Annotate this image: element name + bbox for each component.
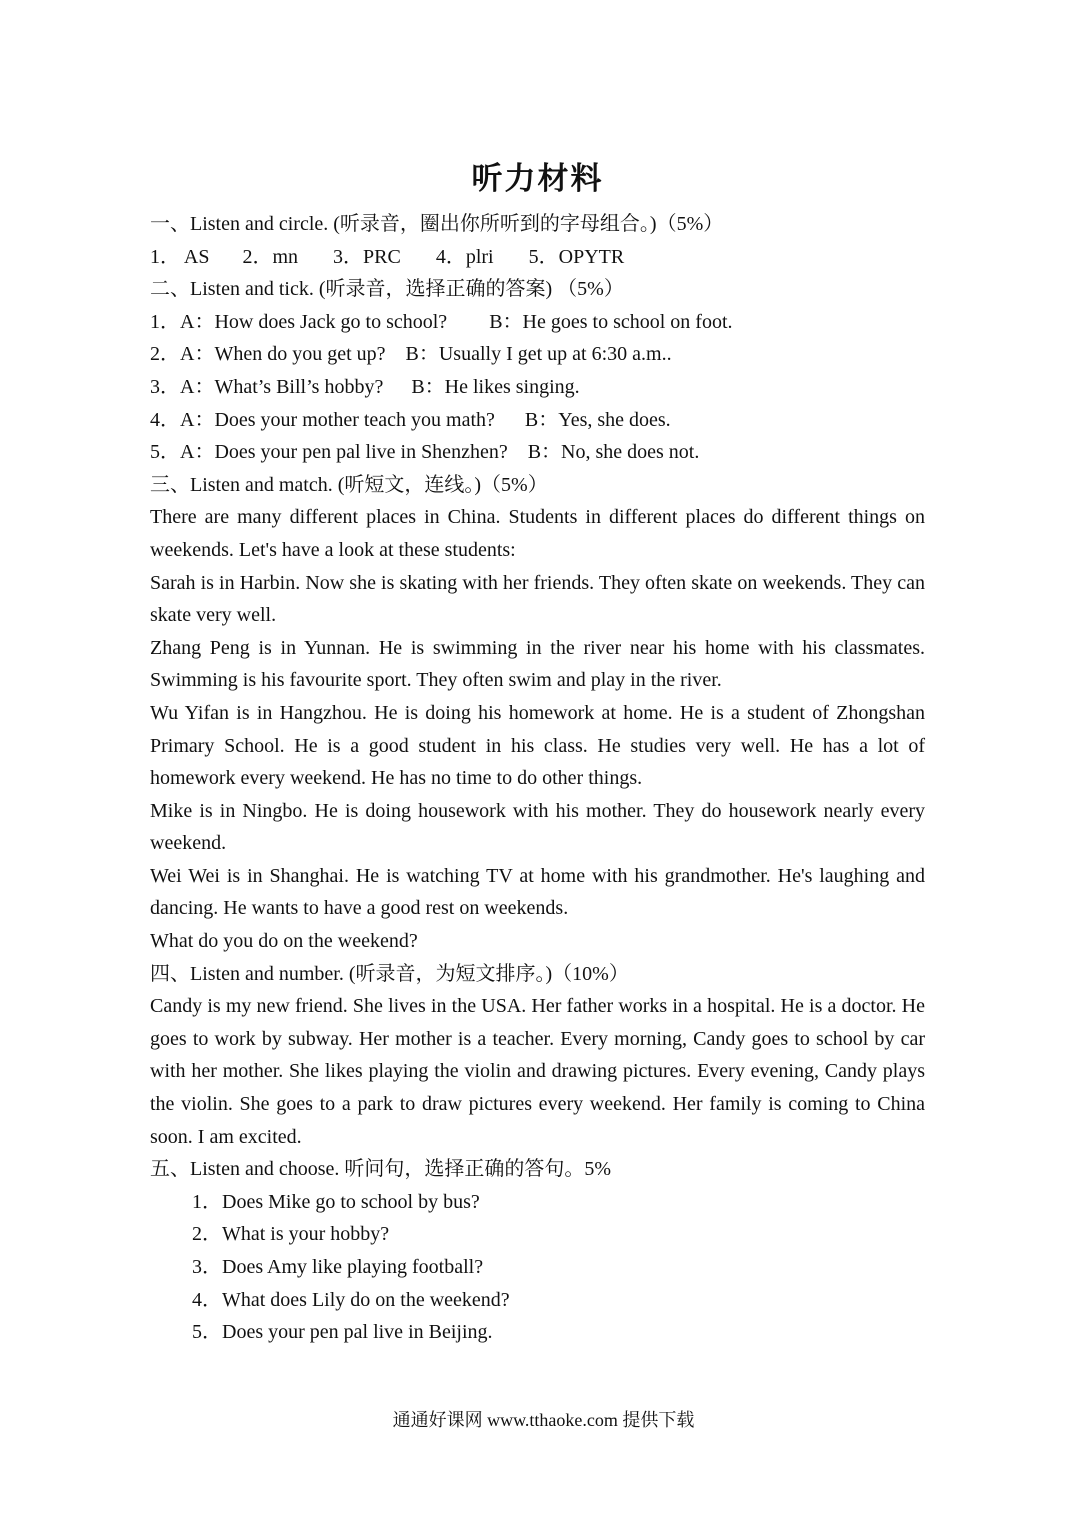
section-heading: 二、Listen and tick. (听录音，选择正确的答案) （5%）: [150, 278, 624, 301]
question-a: 1．A：How does Jack go to school?: [150, 310, 448, 333]
dialogue-item: [150, 404, 925, 437]
circle-item: 2．mn: [242, 245, 299, 268]
list-item: 5．Does your pen pal live in Beijing.: [192, 1321, 493, 1344]
circle-item: 5．OPYTR: [528, 245, 625, 268]
answer-b: B：He likes singing.: [411, 375, 580, 398]
circle-items: [150, 241, 925, 274]
section-listen-and-match: [150, 469, 925, 958]
section-listen-and-circle: [150, 208, 925, 273]
section-heading: 一、Listen and circle. (听录音，圈出你所听到的字母组合。)（5%）: [150, 213, 724, 235]
list-item: 2．What is your hobby?: [192, 1223, 390, 1246]
page-title: 听力材料: [471, 161, 604, 197]
section-listen-and-choose: [150, 1153, 925, 1349]
paragraph: Wei Wei is in Shanghai. He is watching TV at home with his grandmother. He's laughing and dancing. He wants to have a good rest on weekends.: [150, 864, 925, 920]
question-a: 5．A：Does your pen pal live in Shenzhen?: [150, 441, 508, 464]
question-a: 3．A：What’s Bill’s hobby?: [150, 375, 384, 398]
circle-item: 3．PRC: [333, 245, 401, 268]
question-a: 4．A：Does your mother teach you math?: [150, 408, 495, 431]
answer-b: B：Yes, she does.: [524, 408, 671, 431]
circle-item: 4．plri: [435, 245, 494, 268]
list-item: 4．What does Lily do on the weekend?: [192, 1288, 510, 1311]
paragraph: There are many different places in China. Students in different places do different things on weekends. Let's have a look at these students:: [150, 506, 925, 561]
paragraph: Sarah is in Harbin. Now she is skating with her friends. They often skate on weekends. They can skate very well.: [150, 571, 925, 627]
section-listen-and-number: [150, 958, 925, 1154]
paragraph: What do you do on the weekend?: [150, 930, 418, 953]
dialogue-item: [150, 306, 925, 339]
paragraph: Zhang Peng is in Yunnan. He is swimming in the river near his home with his classmates. Swimming is his favourite sport. They often swim and play in the river.: [150, 636, 925, 692]
answer-b: B：He goes to school on foot.: [489, 310, 733, 333]
section-heading: 三、Listen and match. (听短文，连线。)（5%）: [150, 473, 548, 496]
answer-b: B：No, she does not.: [527, 441, 700, 464]
paragraph: Mike is in Ningbo. He is doing housework with his mother. They do housework nearly every weekend.: [150, 799, 925, 855]
section-heading: 四、Listen and number. (听录音，为短文排序。)（10%）: [150, 962, 629, 985]
list-item: 1．Does Mike go to school by bus?: [192, 1190, 480, 1213]
answer-b: B：Usually I get up at 6:30 a.m..: [405, 343, 672, 366]
question-a: 2．A：When do you get up?: [150, 343, 386, 366]
document-page: [150, 150, 925, 1349]
dialogue-item: [150, 338, 925, 371]
section-listen-and-tick: [150, 273, 925, 469]
dialogue-item: [150, 371, 925, 404]
circle-item: 1． AS: [150, 245, 210, 268]
paragraph: Wu Yifan is in Hangzhou. He is doing his homework at home. He is a student of Zhongshan Primary School. He is a good student in his class. He studies very well. He has a lot of homework every weekend. He has no time to do other things.: [150, 701, 925, 790]
page-footer: 通通好课网 www.tthaoke.com 提供下载: [392, 1410, 695, 1430]
question-list: [150, 1186, 925, 1349]
paragraph: Candy is my new friend. She lives in the USA. Her father works in a hospital. He is a doctor. He goes to work by subway. Her mother is a teacher. Every morning, Candy goes to school by car with her mother. She likes playing the violin and drawing pictures. Every evening, Candy plays the violin. She goes to a park to draw pictures every weekend. Her family is coming to China soon. I am excited.: [150, 995, 925, 1148]
section-heading: 五、Listen and choose. 听问句，选择正确的答句。5%: [150, 1158, 612, 1181]
dialogue-item: [150, 436, 925, 469]
list-item: 3．Does Amy like playing football?: [192, 1256, 484, 1278]
